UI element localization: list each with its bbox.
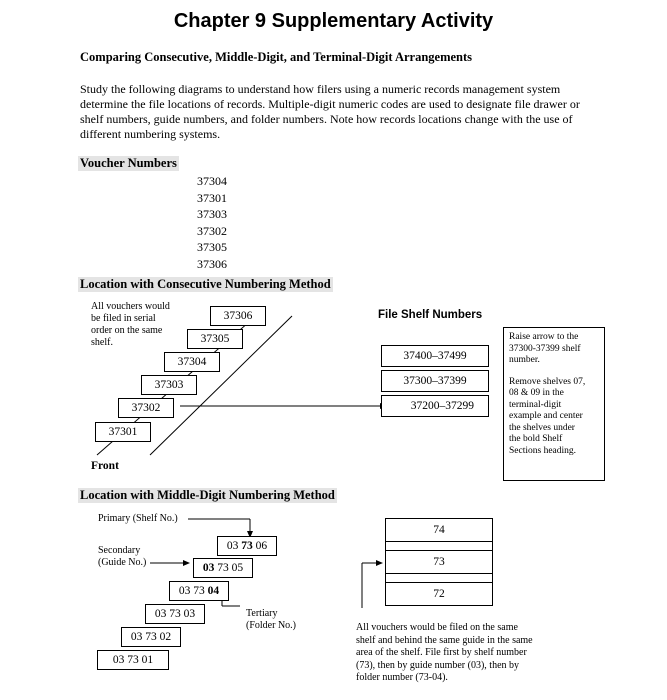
file-shelf-heading: File Shelf Numbers <box>378 309 483 321</box>
voucher-heading: Voucher Numbers <box>80 156 177 170</box>
voucher-number: 37301 <box>197 190 227 205</box>
middle-step-box: 03 73 02 <box>121 627 181 647</box>
side-note: Raise arrow to the 37300-37399 shelf number. Remove shelves 07, 08 & 09 in the terminal-digit example and center the shelves under the bold Shelf Sections heading. <box>503 327 605 481</box>
shelf-box: 37400–37499 <box>381 345 489 367</box>
secondary-label: Secondary (Guide No.) <box>98 545 147 568</box>
step-box: 37301 <box>95 422 151 442</box>
shelf-box: 37300–37399 <box>381 370 489 392</box>
consecutive-note: All vouchers would be filed in serial order on the same shelf. <box>91 301 170 348</box>
voucher-number: 37305 <box>197 240 227 254</box>
subtitle: Comparing Consecutive, Middle-Digit, and Terminal-Digit Arrangements <box>80 50 473 64</box>
shelf-box: 74 <box>385 518 493 542</box>
shelf-box: 72 <box>385 582 493 606</box>
consecutive-heading: Location with Consecutive Numbering Method <box>80 277 331 291</box>
step-box: 37303 <box>141 375 197 395</box>
intro-paragraph: Study the following diagrams to understand how filers using a numeric records management system determine the file locations of records. Multiple-digit numeric codes are used to designate file drawer or shelf numbers, guide numbers, and folder numbers. Note how records locations change with the use of different numbering systems. <box>80 82 580 141</box>
middle-step-box: 03 73 06 <box>217 536 277 556</box>
primary-label: Primary (Shelf No.) <box>98 513 178 524</box>
voucher-number: 37304 <box>197 174 227 188</box>
middle-step-box: 03 73 05 <box>193 558 253 578</box>
shelf-divider <box>385 574 493 582</box>
step-box: 37304 <box>164 352 220 372</box>
step-box: 37305 <box>187 329 243 349</box>
middle-digit-heading: Location with Middle-Digit Numbering Method <box>80 488 335 502</box>
tertiary-label: Tertiary (Folder No.) <box>246 608 296 631</box>
voucher-number: 37302 <box>197 223 227 238</box>
page-title: Chapter 9 Supplementary Activity <box>173 10 494 32</box>
middle-step-box: 03 73 01 <box>97 650 169 670</box>
shelf-divider <box>385 542 493 550</box>
step-box: 37306 <box>210 306 266 326</box>
bottom-note: All vouchers would be filed on the same shelf and behind the same guide in the same area of the shelf. File first by shelf number (73), then by guide number (03), then by folder number (73-04). <box>356 622 533 683</box>
step-box: 37302 <box>118 398 174 418</box>
shelf-box: 37200–37299 <box>381 395 489 417</box>
front-label: Front <box>91 460 119 472</box>
middle-step-box: 03 73 03 <box>145 604 205 624</box>
voucher-number: 37306 <box>197 256 227 271</box>
voucher-number: 37303 <box>197 207 227 221</box>
shelf-box: 73 <box>385 550 493 574</box>
middle-step-box: 03 73 04 <box>169 581 229 601</box>
